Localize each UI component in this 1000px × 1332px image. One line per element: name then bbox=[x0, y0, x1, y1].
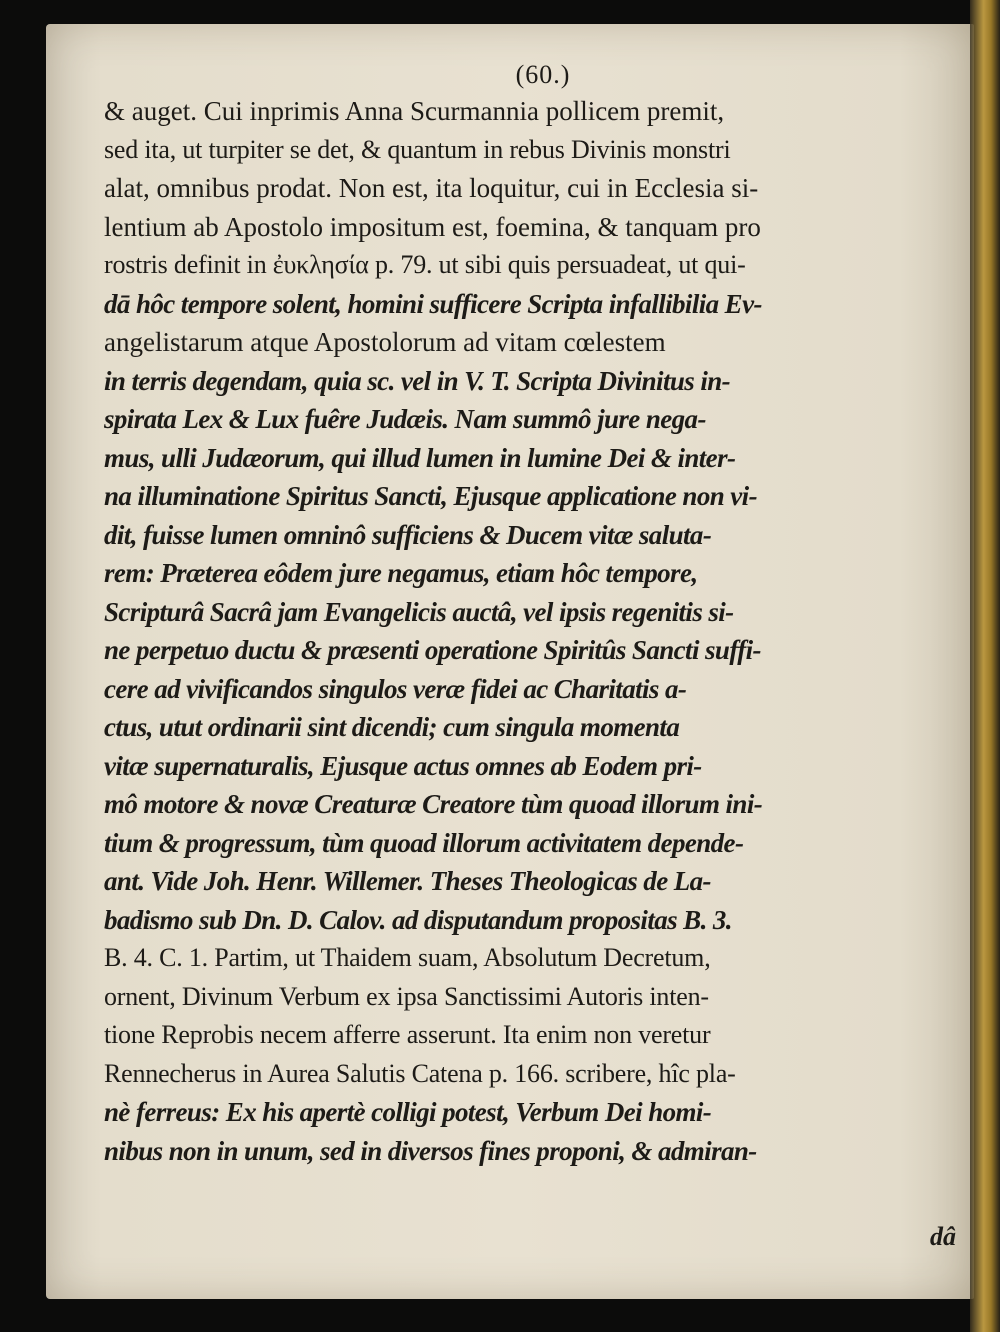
text-line: angelistarum atque Apostolorum ad vitam cœlestem bbox=[104, 327, 666, 357]
text-line: spirata Lex & Lux fuêre Judæis. Nam summô jure nega- bbox=[104, 404, 706, 434]
text-line: Rennecherus in Aurea Salutis Catena p. 166. scribere, hîc pla- bbox=[104, 1058, 736, 1088]
text-line: & auget. Cui inprimis Anna Scurmannia pollicem premit, bbox=[104, 96, 725, 126]
text-line: rostris definit in ἐυκλησία p. 79. ut sibi quis persuadeat, ut qui- bbox=[104, 250, 746, 279]
text-line: dit, fuisse lumen omninô sufficiens & Ducem vitæ saluta- bbox=[104, 519, 712, 550]
catchword: dâ bbox=[930, 1222, 956, 1251]
text-line: na illuminatione Spiritus Sancti, Ejusque applicatione non vi- bbox=[104, 481, 757, 511]
text-line: vitæ supernaturalis, Ejusque actus omnes ab Eodem pri- bbox=[104, 750, 702, 781]
text-line: tione Reprobis necem afferre asserunt. Ita enim non veretur bbox=[104, 1020, 711, 1049]
text-line: nè ferreus: Ex his apertè colligi potest, Verbum Dei homi- bbox=[104, 1097, 712, 1127]
text-line: lentium ab Apostolo impositum est, foemina, & tanquam pro bbox=[104, 211, 761, 242]
text-line: dā hôc tempore solent, homini sufficere Scripta infallibilia Ev- bbox=[104, 288, 762, 319]
text-line: B. 4. C. 1. Partim, ut Thaidem suam, Absolutum Decretum, bbox=[104, 943, 711, 972]
text-line: Scripturâ Sacrâ jam Evangelicis auctâ, vel ipsis regenitis si- bbox=[104, 596, 734, 627]
text-line: badismo sub Dn. D. Calov. ad disputandum propositas B. 3. bbox=[104, 904, 732, 935]
text-line: in terris degendam, quia sc. vel in V. T. Scripta Divinitus in- bbox=[104, 365, 731, 396]
text-line: cere ad vivificandos singulos veræ fidei ac Charitatis a- bbox=[104, 673, 687, 704]
text-line: ne perpetuo ductu & præsenti operatione Spiritûs Sancti suffi- bbox=[104, 635, 761, 665]
text-line: sed ita, ut turpiter se det, & quantum in rebus Divinis monstri bbox=[104, 134, 731, 164]
page-number: (60.) bbox=[515, 60, 571, 89]
text-line: mô motore & novæ Creaturæ Creatore tùm quoad illorum ini- bbox=[104, 789, 763, 819]
text-line: rem: Præterea eôdem jure negamus, etiam hôc tempore, bbox=[104, 558, 698, 588]
text-line: mus, ulli Judæorum, qui illud lumen in lumine Dei & inter- bbox=[104, 442, 736, 473]
text-line: tium & progressum, tùm quoad illorum activitatem depende- bbox=[104, 827, 744, 858]
text-line: nibus non in unum, sed in diversos fines proponi, & admiran- bbox=[104, 1135, 757, 1166]
text-block bbox=[104, 58, 982, 1170]
text-line: ctus, utut ordinarii sint dicendi; cum singula momenta bbox=[104, 712, 680, 742]
text-line: alat, omnibus prodat. Non est, ita loquitur, cui in Ecclesia si- bbox=[104, 173, 759, 203]
text-line: ornent, Divinum Verbum ex ipsa Sanctissimi Autoris inten- bbox=[104, 981, 709, 1011]
text-line: ant. Vide Joh. Henr. Willemer. Theses Theologicas de La- bbox=[104, 866, 711, 896]
